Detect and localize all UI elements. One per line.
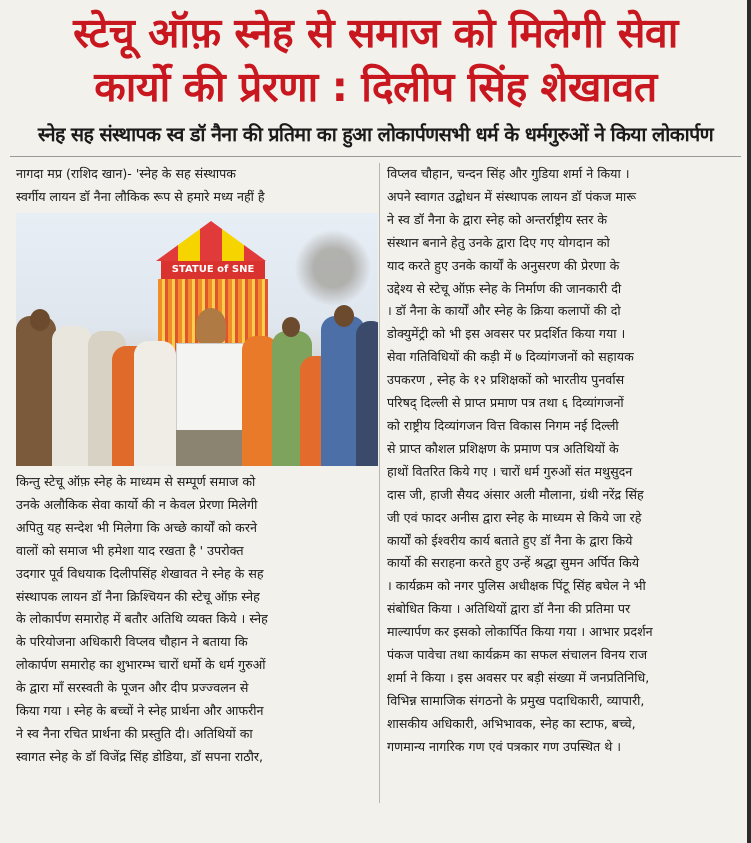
right-line: डोक्युमेंट्री को भी इस अवसर पर प्रदर्शित किया गया । — [387, 326, 626, 342]
right-line: जी एवं फादर अनीस द्वारा स्नेह के माध्यम से किये जा रहे — [387, 509, 642, 525]
headline-line-2: कार्यो की प्रेरणा : दिलीप सिंह शेखावत — [94, 63, 657, 111]
left-column-bottom — [16, 471, 374, 769]
right-column — [387, 163, 742, 759]
right-line: ने स्व डॉ नैना के द्वारा स्नेह को अन्तर्राष्ट्रीय स्तर के — [387, 211, 608, 227]
right-line: शासकीय अधिकारी, अभिभावक, स्नेह का स्टाफ, बच्चे, — [387, 715, 636, 731]
event-photo — [16, 213, 378, 466]
left-line: स्वागत स्नेह के डॉ विजेंद्र सिंह डोडिया, डॉ सपना राठौर, — [16, 748, 264, 764]
right-line: पंकज पावेचा तथा कार्यक्रम का सफल संचालन विनय राज — [387, 647, 648, 663]
headline-line-1: स्टेचू ऑफ़ स्नेह से समाज को मिलेगी सेवा — [73, 9, 678, 57]
right-line: संबोधित किया । अतिथियों द्वारा डॉ नैना की प्रतिमा पर — [387, 601, 631, 617]
right-line: । कार्यक्रम को नगर पुलिस अधीक्षक पिंटू सिंह बघेल ने भी — [387, 578, 646, 594]
header-rule — [10, 156, 741, 157]
right-line: विभिन्न सामाजिक संगठनो के प्रमुख पदाधिकारी, व्यापारी, — [387, 692, 645, 708]
right-line: याद करते हुए उनके कार्यों के अनुसरण की प्रेरणा के — [387, 257, 620, 273]
right-line: संस्थान बनाने हेतु उनके द्वारा दिए गए योगदान को — [387, 234, 610, 250]
tree-background — [288, 223, 378, 313]
pedestal — [176, 343, 248, 440]
person — [52, 326, 92, 466]
left-line: वालों को समाज भी हमेशा याद रखता है ' उपरोक्त — [16, 542, 244, 558]
left-line: के लोकार्पण समारोह में बतौर अतिथि व्यक्त किये । स्नेह — [16, 611, 268, 627]
right-line: से प्राप्त कौशल प्रशिक्षण के प्रमाण पत्र अतिथियों के — [387, 440, 619, 456]
left-line: संस्थापक लायन डॉ नैना क्रिश्चियन की स्टेचू ऑफ़ स्नेह — [16, 588, 260, 604]
subheadline: स्नेह सह संस्थापक स्व डॉ नैना की प्रतिमा का हुआ लोकार्पणसभी धर्म के धर्मगुरुओं ने किया लोकार्पण — [37, 123, 714, 146]
page-edge — [747, 0, 751, 843]
person — [16, 316, 56, 466]
right-line: परिषद् दिल्ली से प्राप्त प्रमाण पत्र तथा ६ दिव्यांगजनों — [387, 395, 624, 411]
right-line: सेवा गतिविधियों की कड़ी में ७ दिव्यांगजनों को सहायक — [387, 349, 634, 365]
column-divider — [379, 163, 380, 803]
right-line: माल्यार्पण कर इसको लोकार्पित किया गया । आभार प्रदर्शन — [387, 624, 653, 640]
article-body — [10, 163, 741, 803]
person — [356, 321, 378, 466]
statue — [196, 308, 226, 343]
left-line: स्वर्गीय लायन डॉ नैना लौकिक रूप से हमारे मध्य नहीं है — [16, 188, 265, 204]
right-line: अपने स्वागत उद्बोधन में संस्थापक लायन डॉ पंकज मारू — [387, 188, 637, 204]
left-line: के परियोजना अधिकारी विप्लव चौहान ने बताया कि — [16, 634, 248, 650]
right-line: गणमान्य नागरिक गण एवं पत्रकार गण उपस्थित थे । — [387, 738, 622, 754]
person — [134, 341, 176, 466]
left-column-top — [16, 163, 374, 209]
head — [334, 305, 354, 327]
statue-sign: STATUE of SNE — [161, 261, 265, 279]
right-line: शर्मा ने किया । इस अवसर पर बड़ी संख्या में जनप्रतिनिधि, — [387, 669, 650, 685]
left-line: किया गया । स्नेह के बच्चों ने स्नेह प्रार्थना और आफरीन — [16, 703, 264, 719]
right-line: कार्यों को ईश्वरीय कार्य बताते हुए डॉ नैना के द्वारा किये — [387, 532, 633, 548]
left-line: लोकार्पण समारोह का शुभारम्भ चारों धर्मो के धर्म गुरुओं — [16, 657, 266, 673]
left-line: उदगार पूर्व विधयाक दिलीपसिंह शेखावत ने स्नेह के सह — [16, 565, 264, 581]
left-line: नागदा मप्र (राशिद खान)- 'स्नेह के सह संस्थापक — [16, 166, 236, 181]
right-line: उपकरण , स्नेह के १२ प्रशिक्षकों को भारतीय पुनर्वास — [387, 372, 625, 388]
right-line: उद्देश्य से स्टेचू ऑफ़ स्नेह के निर्माण की जानकारी दी — [387, 280, 622, 296]
headline — [10, 6, 741, 114]
right-line: को राष्ट्रीय दिव्यांगजन वित्त विकास निगम नई दिल्ली — [387, 417, 619, 433]
head — [282, 317, 300, 337]
left-line: के द्वारा माँ सरस्वती के पूजन और दीप प्रज्ज्वलन से — [16, 680, 249, 696]
left-line: अपितु यह सन्देश भी मिलेगा कि अच्छे कार्यों को करने — [16, 519, 257, 535]
head — [30, 309, 50, 331]
right-line: कार्यो की सराहना करते हुए उन्हें श्रद्धा सुमन अर्पित किये — [387, 555, 640, 571]
canopy — [156, 221, 266, 261]
left-line: ने स्व नैना रचित प्रार्थना की प्रस्तुति दी। अतिथियों का — [16, 725, 253, 741]
left-line: किन्तु स्टेचू ऑफ़ स्नेह के माध्यम से सम्पूर्ण समाज को — [16, 474, 256, 489]
left-line: उनके अलौकिक सेवा कार्यो की न केवल प्रेरणा मिलेगी — [16, 496, 258, 512]
right-line: विप्लव चौहान, चन्दन सिंह और गुडिया शर्मा ने किया । — [387, 166, 630, 181]
right-line: दास जी, हाजी सैयद अंसार अली मौलाना, ग्रंथी नरेंद्र सिंह — [387, 486, 644, 502]
right-line: । डॉ नैना के कार्यों और स्नेह के क्रिया कलापों की दो — [387, 303, 621, 319]
right-line: हाथों वितरित किये गए । चारों धर्म गुरुओं संत मथुसुदन — [387, 463, 633, 479]
